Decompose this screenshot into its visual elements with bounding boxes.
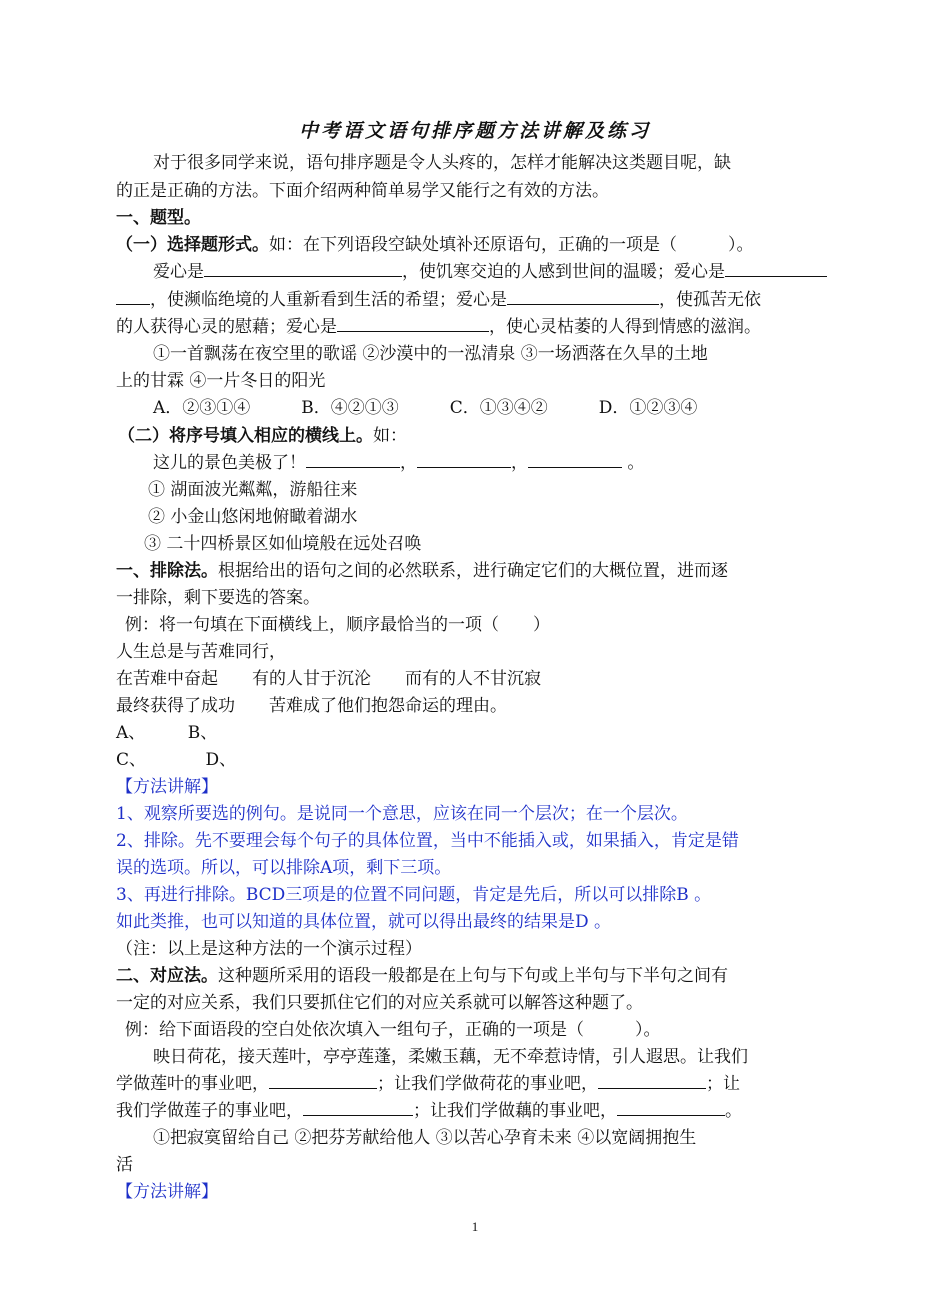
question1-line-2: ，使濒临绝境的人重新看到生活的希望；爱心是 ，使孤苦无依 <box>116 287 761 313</box>
blank-line[interactable] <box>725 260 827 277</box>
method2-line-1: 二、对应法。这种题所采用的语段一般都是在上句与下句或上半句与下半句之间有 <box>116 966 728 986</box>
method2-options-line-2: 活 <box>116 1155 133 1175</box>
method1-note: （注：以上是这种方法的一个演示过程） <box>116 939 422 959</box>
method2-example: 例：给下面语段的空白处依次填入一组句子，正确的一项是（ ）。 <box>125 1020 661 1040</box>
method1-explain-3a: 3、再进行排除。BCD三项是的位置不同问题，肯定是先后，所以可以排除B 。 <box>116 885 712 905</box>
blank-line[interactable] <box>303 1099 413 1116</box>
question2-item-3: ③ 二十四桥景区如仙境般在远处召唤 <box>144 534 422 554</box>
blank-line[interactable] <box>528 451 622 468</box>
method1-heading: 一、排除法。 <box>116 561 218 581</box>
blank-line[interactable] <box>507 288 659 305</box>
blank-line[interactable] <box>204 260 402 277</box>
intro-line-1: 对于很多同学来说，语句排序题是令人头疼的，怎样才能解决这类题目呢，缺 <box>153 153 731 173</box>
subsection-choice-form <box>116 232 754 258</box>
intro-line-2: 的正是正确的方法。下面介绍两种简单易学又能行之有效的方法。 <box>116 181 609 201</box>
method1-explain-1: 1、观察所要选的例句。是说同一个意思，应该在同一个层次；在一个层次。 <box>116 804 688 824</box>
method2-question-line-1: 映日荷花，接天莲叶，亭亭莲蓬，柔嫩玉藕，无不牵惹诗情，引人遐思。让我们 <box>153 1047 748 1067</box>
page-number: 1 <box>471 1219 479 1234</box>
question1-options-line-1: ①一首飘荡在夜空里的歌谣 ②沙漠中的一泓清泉 ③一场洒落在久旱的土地 <box>153 344 708 364</box>
method1-passage-3: 最终获得了成功 苦难成了他们抱怨命运的理由。 <box>116 696 507 716</box>
method1-example: 例：将一句填在下面横线上，顺序最恰当的一项（ ） <box>125 615 550 635</box>
question1-choices: A．②③①④ B．④②①③ C．①③④② D．①②③④ <box>153 398 698 418</box>
method1-line-1: 一、排除法。根据给出的语句之间的必然联系，进行确定它们的大概位置，进而逐 <box>116 561 728 581</box>
method1-explain-3b: 如此类推，也可以知道的具体位置，就可以得出最终的结果是D 。 <box>116 912 612 932</box>
method1-options-cd: C、 D、 <box>116 750 237 770</box>
method1-explain-heading: 【方法讲解】 <box>116 777 218 797</box>
blank-line[interactable] <box>417 451 511 468</box>
blank-line[interactable] <box>306 451 400 468</box>
blank-line[interactable] <box>269 1072 377 1089</box>
method2-heading: 二、对应法。 <box>116 966 218 986</box>
subsection-text: 如：在下列语段空缺处填补还原语句，正确的一项是（ ）。 <box>269 235 754 255</box>
section-heading-question-types: 一、题型。 <box>116 208 201 228</box>
method1-options-ab: A、 B、 <box>116 723 218 743</box>
question2-item-2: ② 小金山悠闲地俯瞰着湖水 <box>148 507 358 527</box>
question1-line-1: 爱心是 ，使饥寒交迫的人感到世间的温暖；爱心是 <box>153 259 827 285</box>
method2-question-line-2: 学做莲叶的事业吧， ；让我们学做荷花的事业吧， ；让 <box>116 1074 740 1094</box>
method1-explain-2a: 2、排除。先不要理会每个句子的具体位置，当中不能插入或，如果插入，肯定是错 <box>116 831 739 851</box>
blank-line[interactable] <box>617 1099 725 1116</box>
blank-line[interactable] <box>337 315 489 332</box>
subsection-label: （二）将序号填入相应的横线上。 <box>118 426 373 446</box>
subsection-text: 如： <box>373 426 407 446</box>
subsection-fill-form <box>118 423 407 449</box>
blank-line[interactable] <box>598 1072 706 1089</box>
question1-options-line-2: 上的甘霖 ④一片冬日的阳光 <box>116 371 326 391</box>
subsection-label: （一）选择题形式。 <box>116 235 269 255</box>
method2-options-line-1: ①把寂寞留给自己 ②把芬芳献给他人 ③以苦心孕育未来 ④以宽阔拥抱生 <box>153 1128 697 1148</box>
method1-line-2: 一排除，剩下要选的答案。 <box>116 588 320 608</box>
method1-explain-2b: 误的选项。所以，可以排除A项，剩下三项。 <box>116 858 452 878</box>
method2-line-2: 一定的对应关系，我们只要抓住它们的对应关系就可以解答这种题了。 <box>116 993 643 1013</box>
question2-item-1: ① 湖面波光粼粼，游船往来 <box>148 480 358 500</box>
method2-question-line-3: 我们学做莲子的事业吧， ；让我们学做藕的事业吧， 。 <box>116 1101 742 1121</box>
method1-passage-2: 在苦难中奋起 有的人甘于沉沦 而有的人不甘沉寂 <box>116 669 541 689</box>
method2-explain-heading: 【方法讲解】 <box>116 1182 218 1202</box>
question1-line-3: 的人获得心灵的慰藉；爱心是 ，使心灵枯萎的人得到情感的滋润。 <box>116 317 761 337</box>
question2-line-1: 这儿的景色美极了！ ， ， 。 <box>153 453 645 473</box>
blank-line[interactable] <box>116 288 150 305</box>
page-title: 中考语文语句排序题方法讲解及练习 <box>298 120 651 142</box>
method1-passage-1: 人生总是与苦难同行， <box>116 642 286 662</box>
